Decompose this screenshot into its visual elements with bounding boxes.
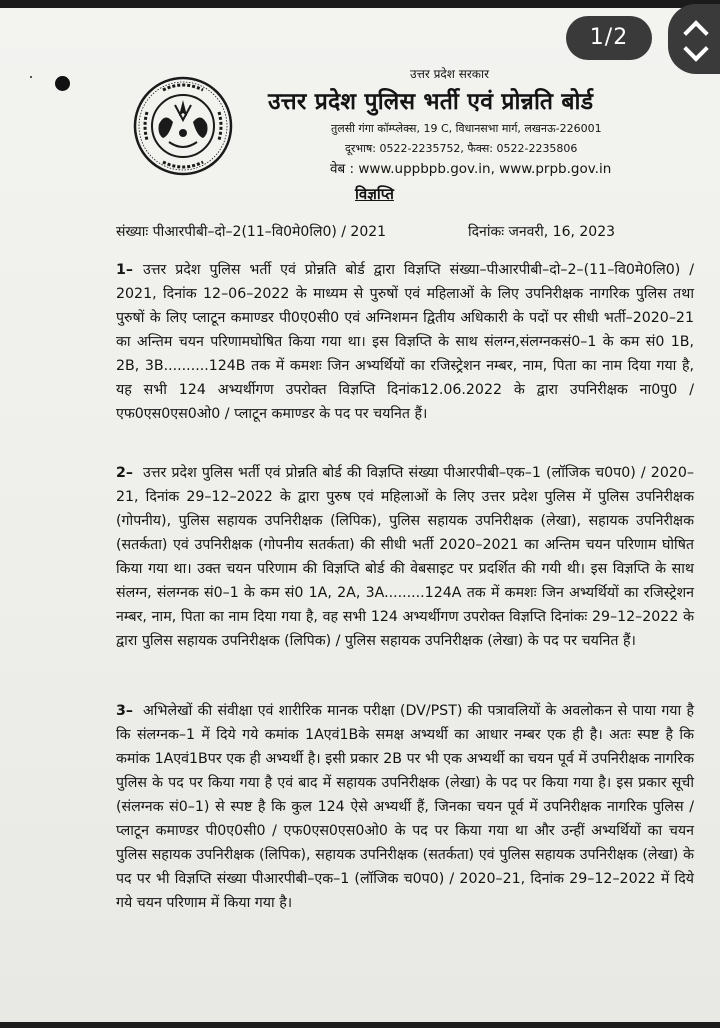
top-bar <box>0 0 720 8</box>
paragraph-3 <box>116 699 694 915</box>
paragraph-2 <box>116 461 694 653</box>
reference-line <box>116 222 636 241</box>
board-address: तुलसी गंगा कॉम्प्लेक्स, 19 C, विधानसभा मार्ग, लखनऊ-226001 <box>331 122 602 135</box>
scan-speck <box>30 76 32 78</box>
paragraph-number: 2– <box>116 465 133 481</box>
police-board-seal-emblem <box>133 76 233 176</box>
notice-date: दिनांकः जनवरी, 16, 2023 <box>468 224 616 240</box>
reference-number: संख्याः पीआरपीबी–दो–2(11–वि0मे0लि0) / 2021 <box>116 224 387 240</box>
document-page <box>0 8 720 1022</box>
paragraph-1 <box>116 258 694 426</box>
page-scroll-control[interactable] <box>668 4 720 74</box>
page-indicator-badge[interactable]: 1/2 <box>566 16 652 60</box>
notice-title: विज्ञप्ति <box>355 185 394 203</box>
paragraph-text: उत्तर प्रदेश पुलिस भर्ती एवं प्रोन्नति बोर्ड द्वारा विज्ञप्ति संख्या–पीआरपीबी–दो–2–(11–वि0मे0लि0) / 2021, दिनांक 12–06–2022 के माध्यम से पुरुषों एवं महिलाओं के लिए उपनिरीक्षक नागरिक पुलिस तथा पुरुषों के लिए प्लाटून कमाण्डर पी0ए0सी0 एवं अग्निशमन द्वितीय अधिकारी के पदों पर सीधी भर्ती–2020–21 का अन्तिम चयन परिणामघोषित किया गया था। इस विज्ञप्ति के साथ संलग्न,संलग्नकसं0–1 के कम सं0 1B, 2B, 3B..........124B तक में कमशः जिन अभ्यर्थियों का रजिस्ट्रेशन नम्बर, नाम, पिता का नाम दिया गया है, यह सभी 124 अभ्यर्थीगण उपरोक्त विज्ञप्ति दिनांक12.06.2022 के द्वारा उपनिरीक्षक ना0पु0 / एफ0एस0एस0ओ0 / प्लाटून कमाण्डर के पद पर चयनित हैं। <box>116 262 694 422</box>
chevron-down-icon[interactable] <box>683 36 708 61</box>
paragraph-text: उत्तर प्रदेश पुलिस भर्ती एवं प्रोन्नति बोर्ड की विज्ञप्ति संख्या पीआरपीबी–एक–1 (लॉजिक च0प0) / 2020–21, दिनांक 29–12–2022 के द्वारा पुरुष एवं महिलाओं के लिए उत्तर प्रदेश पुलिस में पुलिस उपनिरीक्षक (गोपनीय), पुलिस सहायक उपनिरीक्षक (लिपिक), पुलिस सहायक उपनिरीक्षक (लेखा), सहायक उपनिरीक्षक (सतर्कता) एवं उपनिरीक्षक (गोपनीय सतर्कता) की सीधी भर्ती 2020–2021 का अन्तिम चयन परिणाम घोषित किया गया था। उक्त चयन परिणाम की विज्ञप्ति बोर्ड की वेबसाइट पर प्रदर्शित की गयी थी। इस विज्ञप्ति के साथ संलग्न, संलग्नक सं0–1 के कम सं0 1A, 2A, 3A.........124A तक में कमशः जिन अभ्यर्थियों का रजिस्ट्रेशन नम्बर, नाम, पिता का नाम दिया गया है, वह सभी 124 अभ्यर्थीगण उपरोक्त विज्ञप्ति दिनांकः 29–12–2022 के द्वारा पुलिस सहायक उपनिरीक्षक (लिपिक) / पुलिस सहायक उपनिरीक्षक (लेखा) के पद पर चयनित हैं। <box>116 465 694 649</box>
board-phone-fax: दूरभाष: 0522-2235752, फैक्स: 0522-2235806 <box>345 142 578 155</box>
board-name-heading: उत्तर प्रदेश पुलिस भर्ती एवं प्रोन्नति बोर्ड <box>268 89 594 115</box>
paragraph-number: 3– <box>116 703 133 719</box>
paragraph-number: 1– <box>116 262 133 278</box>
board-website: वेब : www.uppbpb.gov.in, www.prpb.gov.in <box>330 161 612 177</box>
punch-hole-dot <box>55 76 70 91</box>
paragraph-text: अभिलेखों की संवीक्षा एवं शारीरिक मानक परीक्षा (DV/PST) की पत्रावलियों के अवलोकन से पाया गया है कि संलग्नक–1 में दिये गये कमांक 1Aएवं1Bके समक्ष अभ्यर्थी का आधार नम्बर एक ही है। अतः स्पष्ट है कि कमांक 1Aएवं1Bपर एक ही अभ्यर्थी है। इसी प्रकार 2B पर भी एक अभ्यर्थी का चयन पूर्व में उपनिरीक्षक नागरिक पुलिस के पद पर किया गया है एवं बाद में सहायक उपनिरीक्षक (लेखा) के पद पर किया गया है। इस प्रकार सूची (संलग्नक सं0–1) से स्पष्ट है कि कुल 124 ऐसे अभ्यर्थी हैं, जिनका चयन पूर्व में उपनिरीक्षक नागरिक पुलिस / प्लाटून कमाण्डर पी0ए0सी0 / एफ0एस0एस0ओ0 के पद पर किया गया था और उन्हीं अभ्यर्थियों का चयन पुलिस सहायक उपनिरीक्षक (लिपिक), सहायक उपनिरीक्षक (सतर्कता) एवं पुलिस सहायक उपनिरीक्षक (लेखा) के पद पर भी विज्ञप्ति संख्या पीआरपीबी–एक–1 (लॉजिक च0प0) / 2020–21, दिनांक 29–12–2022 में दिये गये चयन परिणाम में किया गया है। <box>116 703 694 911</box>
bottom-bar <box>0 1022 720 1028</box>
government-label: उत्तर प्रदेश सरकार <box>410 67 490 81</box>
